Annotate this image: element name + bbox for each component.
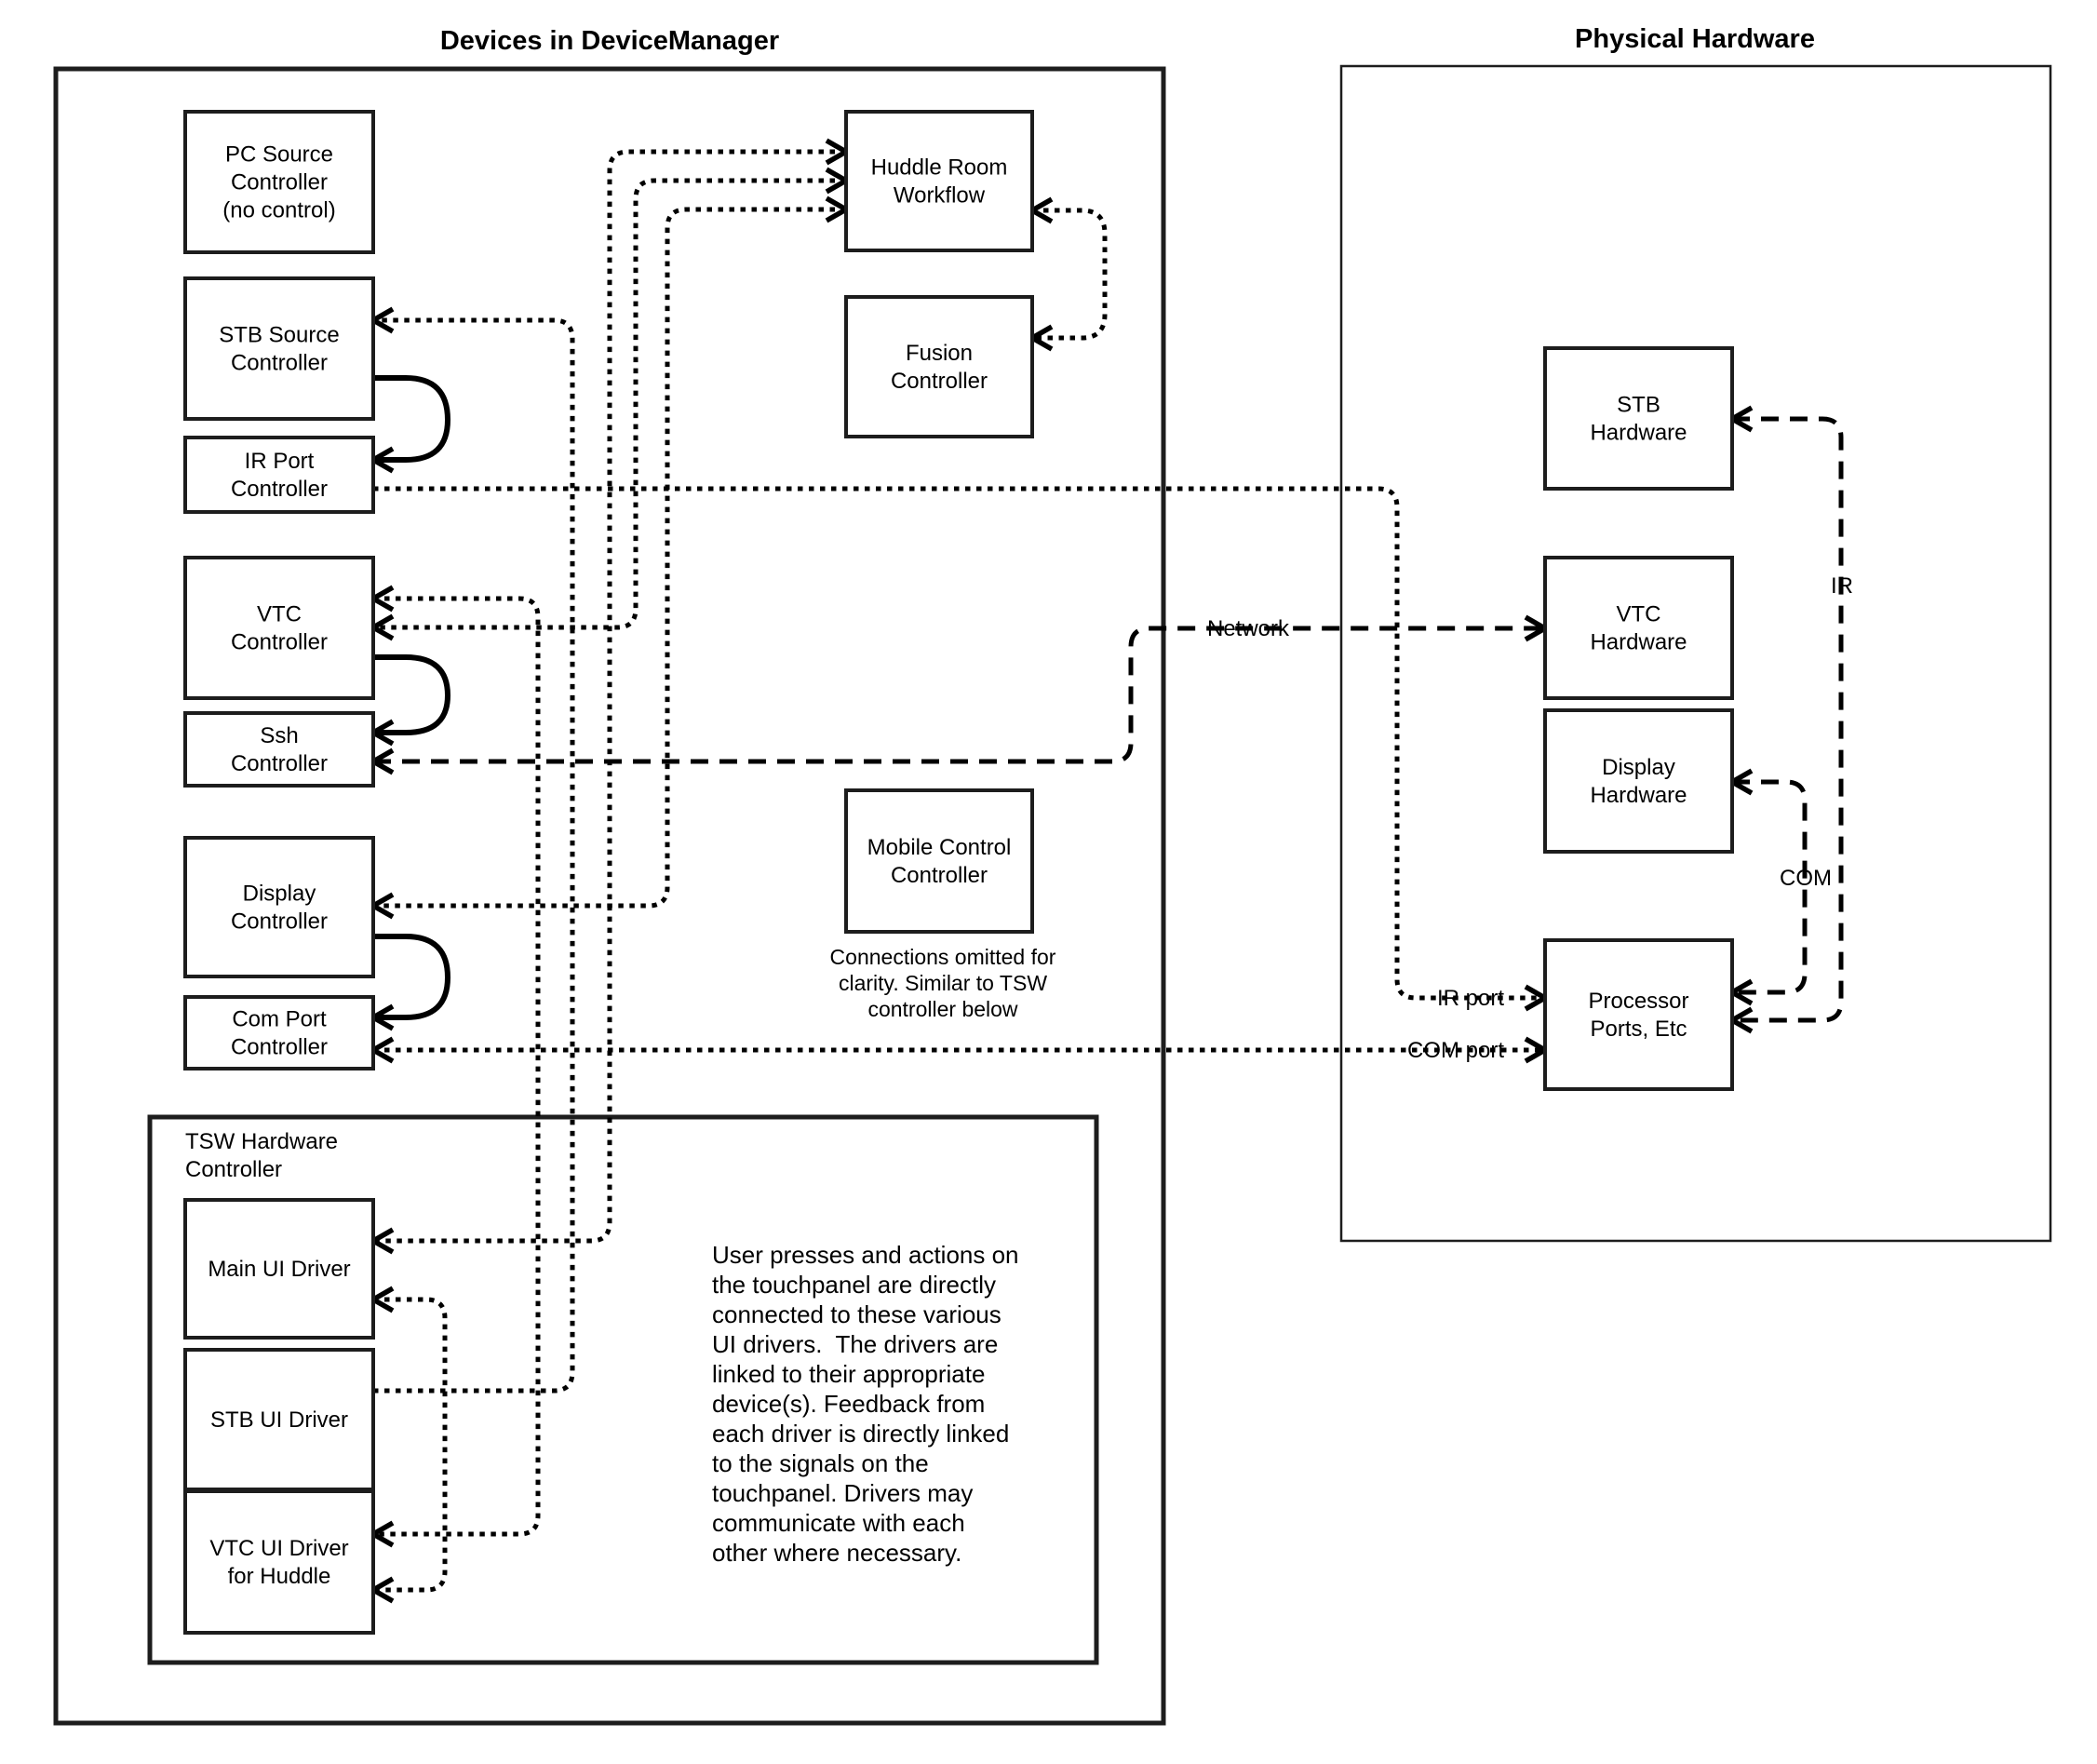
com-port-controller-label: Com Port Controller [230, 1006, 329, 1060]
huddle-room-workflow [846, 112, 1032, 250]
display-controller [185, 838, 373, 976]
vtc-hardware [1545, 558, 1732, 698]
main-ui-driver-label: Main UI Driver [208, 1257, 351, 1282]
display-hardware [1545, 710, 1732, 852]
mobile-control-controller [846, 790, 1032, 932]
ir-port-controller-label: IR Port Controller [230, 449, 329, 502]
vtc-controller [185, 558, 373, 698]
mobile-control-controller-label: Mobile Control Controller [867, 835, 1012, 888]
right-container-title: Physical Hardware [1575, 24, 1815, 54]
fusion-controller-label: Fusion Controller [890, 341, 988, 394]
stb-source-controller [185, 278, 373, 419]
stb-source-controller-label: STB Source Controller [219, 322, 340, 376]
processor-ports [1545, 940, 1732, 1089]
left-container-title: Devices in DeviceManager [439, 26, 780, 56]
fusion-controller [846, 297, 1032, 437]
processor-ports-label: Processor Ports, Etc [1588, 989, 1689, 1042]
pc-source-controller-label: PC Source Controller (no control) [222, 141, 336, 223]
com-port-link-label: COM port [1406, 1038, 1505, 1063]
ssh-controller-label: Ssh Controller [230, 723, 329, 776]
stb-ui-driver-label: STB UI Driver [209, 1407, 349, 1433]
display-hardware-label: Display Hardware [1590, 755, 1687, 808]
network-link-label: Network [1206, 616, 1290, 641]
vtc-controller-label: VTC Controller [230, 601, 329, 655]
com-link-label: COM [1780, 866, 1832, 891]
vtc-hardware-label: VTC Hardware [1590, 601, 1687, 655]
stb-hardware-label: STB Hardware [1590, 392, 1687, 446]
mobile-controller-note: Connections omitted for clarity. Similar to TSW controller below [829, 945, 1056, 1021]
tsw-paragraph: User presses and actions on the touchpanel are directly connected to these various UI drivers. The drivers are linked to their appropriate device(s). Feedback from each driver is directly linked to the signals on the touchpanel. Drivers may communicate with each other where necessary. [712, 1241, 1019, 1567]
tsw-container-label: TSW Hardware Controller [185, 1129, 339, 1182]
huddle-room-workflow-label: Huddle Room Workflow [870, 155, 1008, 209]
stb-hardware [1545, 348, 1732, 489]
vtc-ui-driver [185, 1491, 373, 1633]
vtc-ui-driver-label: VTC UI Driver for Huddle [209, 1536, 349, 1589]
ir-link-label: IR [1831, 573, 1853, 599]
display-controller-label: Display Controller [230, 881, 329, 935]
ir-port-link-label: IR port [1436, 986, 1505, 1011]
